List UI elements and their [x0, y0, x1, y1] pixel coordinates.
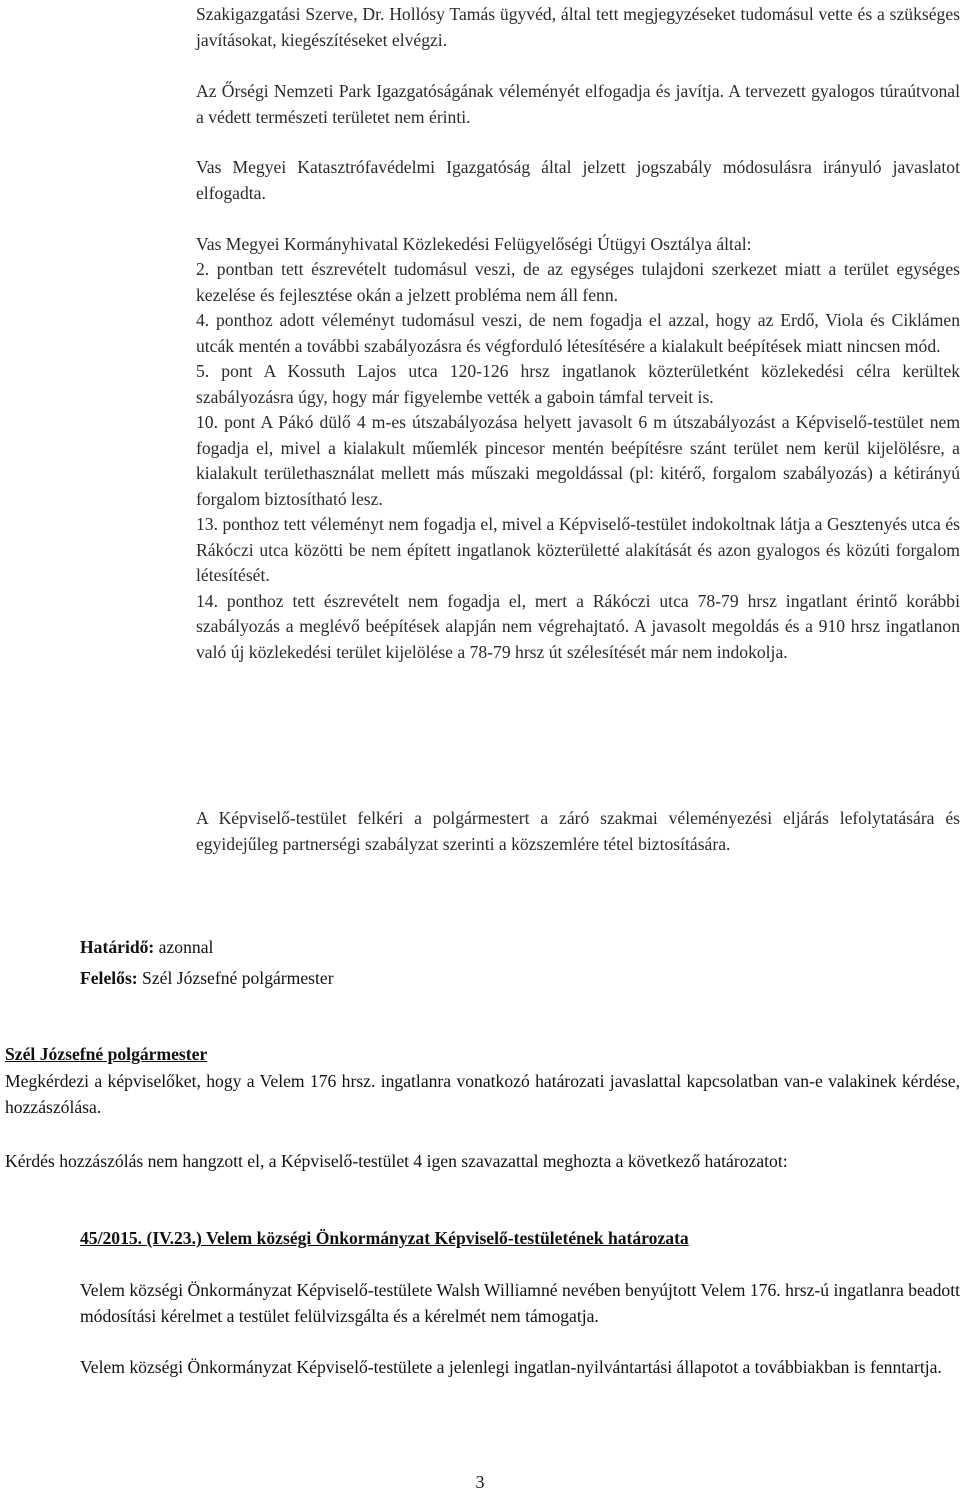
list-item: 13. ponthoz tett véleményt nem fogadja el, mivel a Képviselő-testület indokoltnak látja a Gesztenyés utca és Rákóczi utca közötti be nem épített ingatlanok közterületté alakítását és azon gyalogos és közúti forgalom létesítését. [196, 514, 960, 585]
paragraph-katasztrofavedelmi: Vas Megyei Katasztrófavédelmi Igazgatóság által jelzett jogszabály módosulásra irányuló javaslatot elfogadta. [196, 157, 960, 203]
resolution-body-1: Velem községi Önkormányzat Képviselő-testülete Walsh Williamné nevében benyújtott Velem 176. hrsz-ú ingatlanra beadott módosítási kérelmet a testület felülvizsgálta és a kérelmét nem támogatja. [80, 1280, 960, 1326]
paragraph-question: Megkérdezi a képviselőket, hogy a Velem 176 hrsz. ingatlanra vonatkozó határozati javaslattal kapcsolatban van-e valakinek kérdése, hozzászólása. [5, 1071, 960, 1117]
responsible-value: Szél Józsefné polgármester [137, 968, 334, 988]
list-item: 4. ponthoz adott véleményt tudomásul veszi, de nem fogadja el azzal, hogy az Erdő, Viola és Ciklámen utcák mentén a további szabályozásra és végforduló létesítésére a kialakult beépítések miatt nincsen mód. [196, 310, 960, 356]
list-item: 14. ponthoz tett észrevételt nem fogadja el, mert a Rákóczi utca 78-79 hrsz ingatlant érintő korábbi szabályozás a meglévő beépítések alapján nem végrehajtató. A javasolt megoldás és a 910 hrsz ingatlanon való új közlekedési terület kijelölése a 78-79 hrsz út szélesítését már nem indokolja. [196, 590, 960, 662]
list-item: 5. pont A Kossuth Lajos utca 120-126 hrsz ingatlanok közterületként közlekedési célra kerültek szabályozásra úgy, hogy már figyelembe vették a gaboin támfal terveit is. [196, 361, 960, 407]
deadline-line [80, 935, 960, 961]
resolution-body-2: Velem községi Önkormányzat Képviselő-testülete a jelenlegi ingatlan-nyilvántartási állapotot a továbbiakban is fenntartja. [80, 1357, 942, 1377]
paragraph-felkeri: A Képviselő-testület felkéri a polgármestert a záró szakmai véleményezési eljárás lefolytatására és egyidejűleg partnerségi szabályzat szerinti a közszemlére tétel biztosítására. [196, 808, 960, 854]
responsible-label: Felelős: [80, 968, 138, 988]
deadline-value: azonnal [154, 937, 214, 957]
paragraph-szakigazgatasi: Szakigazgatási Szerve, Dr. Hollósy Tamás ügyvéd, által tett megjegyzéseket tudomásul vette és a szükséges javításokat, kiegészítéseket elvégzi. [196, 4, 960, 50]
resolution-title: 45/2015. (IV.23.) Velem községi Önkormányzat Képviselő-testületének határozata [80, 1228, 689, 1248]
paragraph-orsegi: Az Őrségi Nemzeti Park Igazgatóságának véleményét elfogadja és javítja. A tervezett gyalogos túraútvonal a védett természeti területet nem érinti. [196, 81, 960, 127]
kormanyhivatal-items [196, 257, 960, 665]
list-item: 2. pontban tett észrevételt tudomásul veszi, de az egységes tulajdoni szerkezet miatt a terület egységes kezelése és fejlesztése okán a jelzett probléma nem áll fenn. [196, 259, 960, 305]
list-item: 10. pont A Pákó dülő 4 m-es útszabályozása helyett javasolt 6 m útszabályozást a Képviselő-testület nem fogadja el, mivel a kialakult műemlék pincesor mentén beépítésre szánt terület nem kerül kijelölésre, a kialakult területhasználat mellett más műszaki megoldással (pl: kitérő, forgalom szabályozás) a kétirányú forgalom biztosítható lesz. [196, 412, 960, 509]
responsible-line [80, 966, 960, 992]
deadline-label: Határidő: [80, 937, 155, 957]
page-number: 3 [475, 1472, 485, 1492]
paragraph-kormanyhivatal-heading: Vas Megyei Kormányhivatal Közlekedési Felügyelőségi Útügyi Osztálya által: [196, 234, 752, 254]
speaker-heading: Szél Józsefné polgármester [5, 1044, 208, 1064]
paragraph-vote: Kérdés hozzászólás nem hangzott el, a Képviselő-testület 4 igen szavazattal meghozta a következő határozatot: [5, 1151, 788, 1171]
